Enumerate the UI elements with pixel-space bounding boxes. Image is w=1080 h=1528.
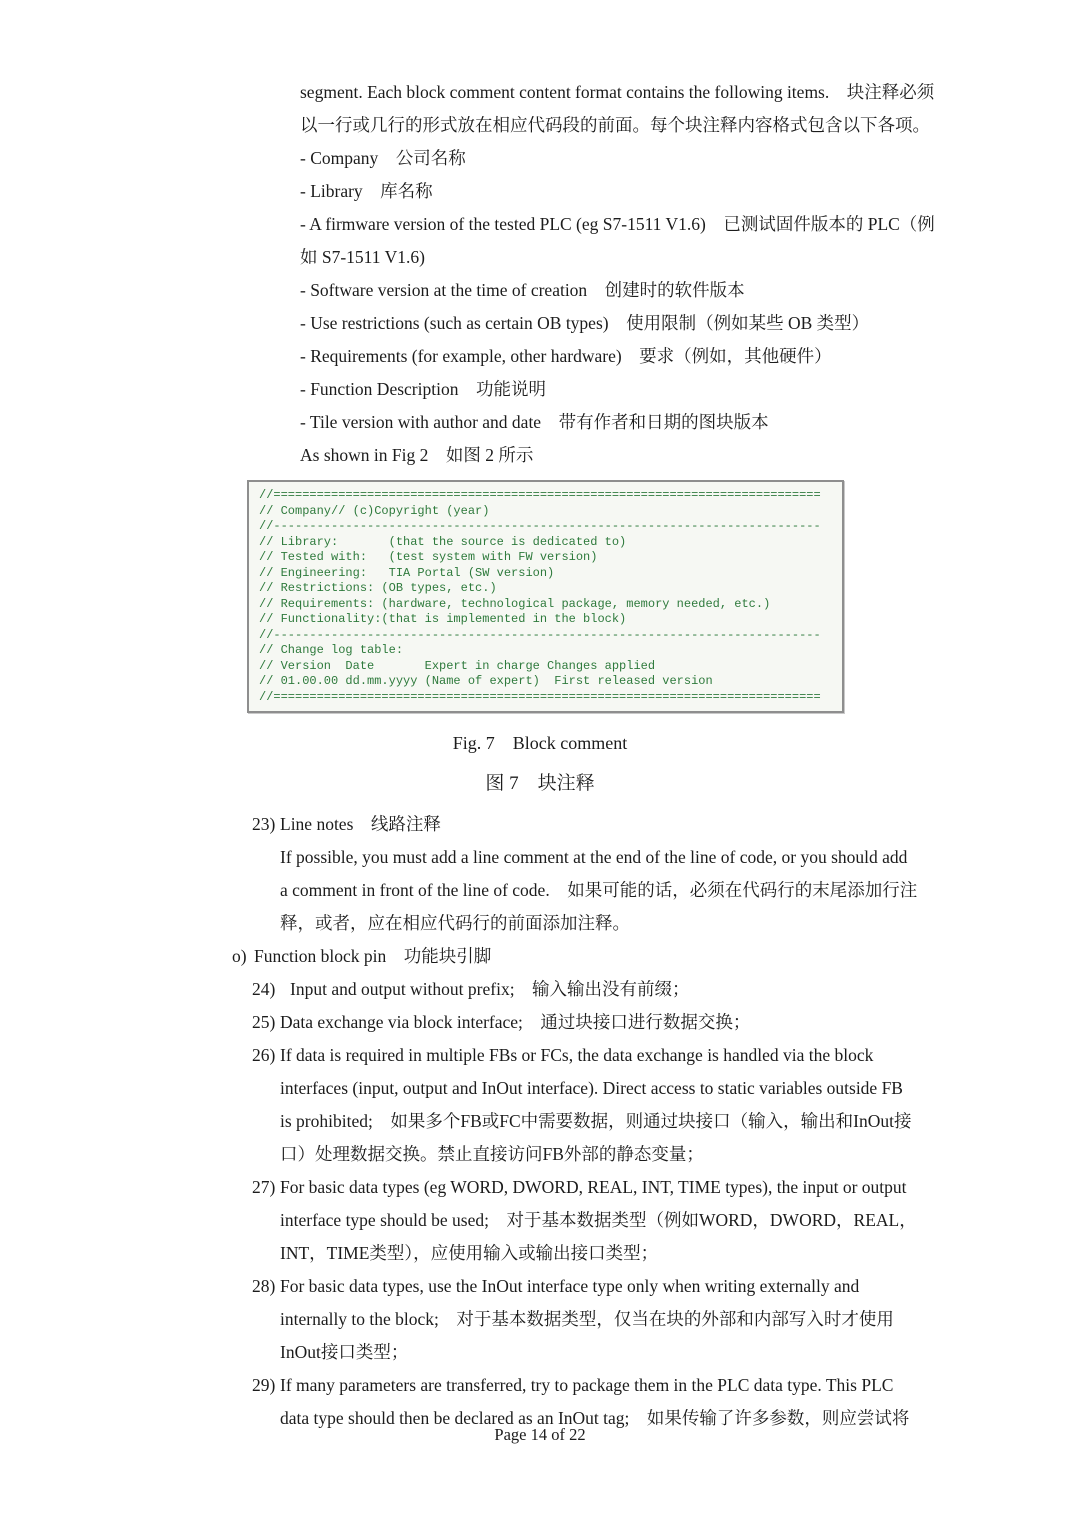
text-line: - A firmware version of the tested PLC (eg S7-1511 V1.6) 已测试固件版本的 PLC（例 — [300, 214, 935, 234]
item-23-body — [280, 808, 1010, 940]
list-item-23 — [252, 808, 1010, 940]
code-line: //---------------------------------------------------------------------------- — [259, 519, 821, 533]
code-line: // Library: (that the source is dedicated to) — [259, 534, 627, 549]
text-line: - Requirements (for example, other hardware) 要求（例如，其他硬件） — [300, 346, 832, 366]
code-line: // Version Date Expert in charge Changes applied — [259, 658, 656, 673]
page-number: Page 14 of 22 — [494, 1425, 586, 1444]
code-line: // 01.00.00 dd.mm.yyyy (Name of expert) First released version — [259, 674, 713, 688]
code-line: // Functionality:(that is implemented in the block) — [259, 612, 627, 626]
text-line: 以一行或几行的形式放在相应代码段的前面。每个块注释内容格式包含以下各项。 — [300, 115, 930, 135]
figure-caption-en: Fig. 7 Block comment — [452, 733, 628, 753]
text-line: is prohibited; 如果多个FB或FC中需要数据，则通过块接口（输入，输出和InOut接 — [280, 1111, 912, 1131]
list-item-27 — [252, 1171, 1010, 1270]
numbered-list — [0, 808, 1080, 1435]
text-line: For basic data types (eg WORD, DWORD, REAL, INT, TIME types), the input or output — [280, 1177, 907, 1197]
item-26-body — [280, 1039, 1010, 1171]
text-line: - Use restrictions (such as certain OB types) 使用限制（例如某些 OB 类型） — [300, 313, 870, 333]
item-23-number: 23) — [252, 814, 276, 834]
item-24-number: 24) — [252, 979, 276, 999]
text-line: If possible, you must add a line comment at the end of the line of code, or you should add — [280, 847, 908, 867]
text-line: Input and output without prefix; 输入输出没有前缀； — [290, 979, 690, 999]
text-line: - Function Description 功能说明 — [300, 379, 546, 399]
text-line: INT，TIME类型），应使用输入或输出接口类型； — [280, 1243, 659, 1263]
text-line: InOut接口类型； — [280, 1342, 409, 1362]
text-line: Data exchange via block interface; 通过块接口进行数据交换； — [280, 1012, 751, 1032]
item-28-number: 28) — [252, 1276, 276, 1296]
item-23-title: Line notes 线路注释 — [280, 814, 441, 834]
item-25-body — [280, 1006, 1010, 1039]
item-28-body — [280, 1270, 1010, 1369]
list-item-26 — [252, 1039, 1010, 1171]
list-item-o — [232, 940, 1010, 973]
item-26-number: 26) — [252, 1045, 276, 1065]
text-line: data type should then be declared as an InOut tag; 如果传输了许多参数，则应尝试将 — [280, 1408, 910, 1428]
text-line: internally to the block; 对于基本数据类型，仅当在块的外部和内部写入时才使用 — [280, 1309, 894, 1329]
code-line: // Change log table: — [259, 643, 404, 657]
item-24-body — [290, 973, 1010, 1006]
code-line: // Tested with: (test system with FW version) — [259, 550, 598, 564]
text-line: If data is required in multiple FBs or FCs, the data exchange is handled via the block — [280, 1045, 874, 1065]
code-figure — [247, 480, 844, 713]
text-line: 口）处理数据交换。禁止直接访问FB外部的静态变量； — [280, 1144, 704, 1164]
text-line: segment. Each block comment content format contains the following items. 块注释必须 — [300, 82, 935, 102]
text-line: 释，或者，应在相应代码行的前面添加注释。 — [280, 913, 630, 933]
item-23-paragraph — [280, 841, 1010, 940]
text-line: interface type should be used; 对于基本数据类型（例如WORD，DWORD，REAL， — [280, 1210, 917, 1230]
item-25-number: 25) — [252, 1012, 276, 1032]
item-o-body — [254, 940, 1010, 973]
item-29-number: 29) — [252, 1375, 276, 1395]
item-27-body — [280, 1171, 1010, 1270]
figure-caption-zh: 图 7 块注释 — [485, 773, 595, 794]
item-27-number: 27) — [252, 1177, 276, 1197]
item-o-title: Function block pin 功能块引脚 — [254, 946, 492, 966]
code-line: //============================================================================ — [259, 689, 821, 704]
code-line: //---------------------------------------------------------------------------- — [259, 627, 821, 642]
code-line: //============================================================================ — [259, 488, 821, 502]
code-line: // Requirements: (hardware, technological package, memory needed, etc.) — [259, 596, 771, 611]
text-line: For basic data types, use the InOut interface type only when writing externally and — [280, 1276, 860, 1296]
text-line: - Tile version with author and date 带有作者和日期的图块版本 — [300, 412, 769, 432]
text-line: - Software version at the time of creation 创建时的软件版本 — [300, 280, 745, 300]
list-item-28 — [252, 1270, 1010, 1369]
text-line: a comment in front of the line of code. 如果可能的话，必须在代码行的末尾添加行注 — [280, 880, 918, 900]
text-line: - Library 库名称 — [300, 181, 433, 201]
text-line: - Company 公司名称 — [300, 148, 466, 168]
code-line: // Engineering: TIA Portal (SW version) — [259, 565, 555, 580]
code-line: // Company// (c)Copyright (year) — [259, 503, 490, 518]
list-item-29 — [252, 1369, 1010, 1435]
item-29-body — [280, 1369, 1010, 1435]
text-line: 如 S7-1511 V1.6) — [300, 247, 425, 267]
item-o-number: o) — [232, 946, 247, 966]
text-line: As shown in Fig 2 如图 2 所示 — [300, 445, 534, 465]
list-item-25 — [252, 1006, 1010, 1039]
list-item-24 — [252, 973, 1010, 1006]
intro-paragraph — [300, 76, 1080, 472]
text-line: If many parameters are transferred, try to package them in the PLC data type. This PLC — [280, 1375, 894, 1395]
code-line: // Restrictions: (OB types, etc.) — [259, 581, 497, 595]
text-line: interfaces (input, output and InOut interface). Direct access to static variables outside FB — [280, 1078, 903, 1098]
